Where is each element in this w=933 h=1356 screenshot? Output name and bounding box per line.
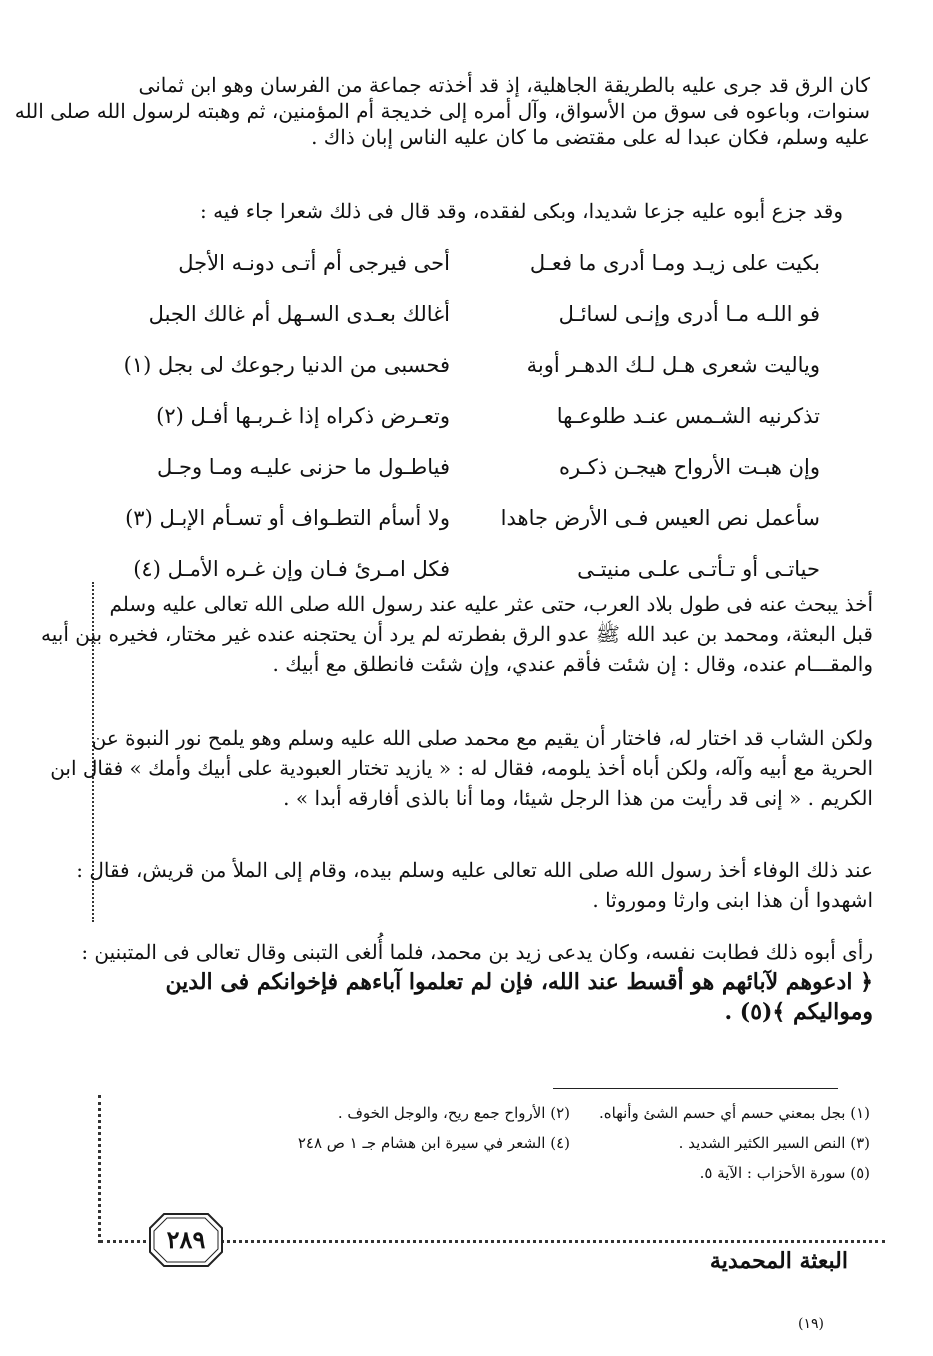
poem-verse bbox=[123, 350, 820, 401]
paragraph-line: اشهدوا أن هذا ابنى وارثا وموروثا . bbox=[592, 888, 873, 912]
verse-second-hemistich: أغالك بعـدى السـهل أم غالك الجبل bbox=[148, 302, 450, 326]
footnote: (٢) الأرواح جمع ريح، والوجل الخوف . bbox=[337, 1104, 570, 1122]
poem-verse bbox=[150, 299, 820, 350]
verse-second-hemistich: فكل امـرئ فـان وإن غـره الأمـل (٤) bbox=[133, 557, 450, 581]
poem-verse bbox=[150, 401, 820, 452]
paragraph-line: الكريم . « إنى قد رأيت من هذا الرجل شيئا، وما أنا بالذى أفارقه أبدا » . bbox=[283, 786, 873, 810]
page-number: ٢٨٩ bbox=[166, 1225, 206, 1254]
footnote: (١) بجل بمعني حسم أي حسم الشئ وأنهاه. bbox=[599, 1104, 870, 1122]
footnote-row bbox=[200, 1098, 870, 1128]
footnotes bbox=[200, 1098, 870, 1188]
sheet-number: (١٩) bbox=[798, 1316, 824, 1332]
paragraph-line: أخذ يبحث عنه فى طول بلاد العرب، حتى عثر عليه عند رسول الله صلى الله تعالى عليه وسلم bbox=[109, 592, 873, 616]
footnote: (٣) النص السير الكثير الشديد . bbox=[678, 1134, 870, 1152]
paragraph-search bbox=[41, 589, 873, 679]
paragraph-line: قبل البعثة، ومحمد بن عبد الله ﷺ عدو الرق بفطرته لم يرد أن يحتجنه عنده غير مختار، فخيره بين أبيه bbox=[41, 622, 873, 646]
verse-second-hemistich: فياطـول ما حزنى عليـه ومـا وجـل bbox=[156, 455, 450, 479]
poem-lead: وقد جزع أبوه عليه جزعا شديدا، وبكى لفقده، وقد قال فى ذلك شعرا جاء فيه : bbox=[199, 199, 843, 223]
page-number-badge bbox=[148, 1212, 224, 1268]
verse-first-hemistich: بكيت على زيـد ومـا أدرى ما فعـل bbox=[529, 251, 820, 275]
footnote-row bbox=[200, 1128, 870, 1158]
paragraph-line: ولكن الشاب قد اختار له، فاختار أن يقيم مع محمد صلى الله عليه وسلم وهو يلمح نور النبوة عن bbox=[91, 726, 873, 750]
poem-verse bbox=[125, 503, 820, 554]
verse-first-hemistich: وإن هبـت الأرواح هيجـن ذكـره bbox=[559, 455, 820, 479]
verse-first-hemistich: فو اللـه مـا أدرى وإنـى لسائـل bbox=[558, 302, 820, 326]
quran-verse bbox=[118, 967, 873, 1027]
verse-first-hemistich: تذكرنيه الشـمس عنـد طلوعـها bbox=[556, 404, 820, 428]
intro-paragraph bbox=[14, 72, 870, 150]
intro-line: سنوات، وباعوه فى سوق من الأسواق، وآل أمره إلى خديجة أم المؤمنين، ثم وهبته لرسول الله صلى الله bbox=[14, 99, 870, 123]
paragraph-line: عند ذلك الوفاء أخذ رسول الله صلى الله تعالى عليه وسلم بيده، وقام إلى الملأ من قريش، فقال : bbox=[76, 858, 873, 882]
verse-second-hemistich: أحى فيرجى أم أتـى دونـه الأجل bbox=[178, 251, 450, 275]
quran-line: ومواليكم ﴾(٥) . bbox=[724, 999, 873, 1025]
footnote: (٤) الشعر في سيرة ابن هشام جـ ١ ص ٢٤٨ bbox=[297, 1134, 570, 1152]
paragraph-quran bbox=[81, 937, 873, 1027]
paragraph-line: رأى أبوه ذلك فطابت نفسه، وكان يدعى زيد بن محمد، فلما أُلغى التبنى وقال تعالى فى المتبنين : bbox=[81, 940, 873, 964]
verse-second-hemistich: ولا أسأم التطـواف أو تسـأم الإبـل (٣) bbox=[125, 506, 450, 530]
verse-first-hemistich: حياتـى أو تـأتـى علـى منيتـى bbox=[577, 557, 820, 581]
footer-vertical-dotted-line bbox=[98, 1095, 101, 1243]
paragraph-choice bbox=[50, 723, 873, 813]
paragraph-line: والمقـــام عنده، وقال : إن شئت فأقم عندي، وإن شئت فانطلق مع أبيك . bbox=[272, 652, 873, 676]
footnote-separator bbox=[553, 1088, 838, 1089]
footnote bbox=[270, 1158, 570, 1188]
intro-line: عليه وسلم، فكان عبدا له على مقتضى ما كان عليه الناس إبان ذاك . bbox=[311, 125, 870, 149]
paragraph-line: الحرية مع أبيه وآله، ولكن أباه أخذ يلومه، فقال له : « يازيد تختار العبودية على أبيك وأمك » فقال ابن bbox=[50, 756, 873, 780]
running-title: البعثة المحمدية bbox=[709, 1248, 848, 1274]
poem bbox=[123, 248, 820, 605]
poem-verse bbox=[150, 452, 820, 503]
quran-line: ﴿ ادعوهم لآبائهم هو أقسط عند الله، فإن لم تعلموا آباءهم فإخوانكم فى الدين bbox=[165, 969, 873, 995]
footnote-row bbox=[200, 1158, 870, 1188]
verse-second-hemistich: وتعـرض ذكراه إذا غـربـها أفـل (٢) bbox=[156, 404, 450, 428]
verse-second-hemistich: فحسبى من الدنيا رجوعك لى بجل (١) bbox=[123, 353, 450, 377]
intro-line: كان الرق قد جرى عليه بالطريقة الجاهلية، إذ قد أخذته جماعة من الفرسان وهو ابن ثمانى bbox=[138, 73, 870, 97]
poem-verse bbox=[150, 248, 820, 299]
paragraph-adoption bbox=[76, 855, 873, 915]
footnote: (٥) سورة الأحزاب : الآية ٥. bbox=[699, 1164, 870, 1182]
verse-first-hemistich: وياليت شعرى هـل لـك الدهـر أوبة bbox=[526, 353, 820, 377]
verse-first-hemistich: سأعمل نص العيس فـى الأرض جاهدا bbox=[500, 506, 820, 530]
